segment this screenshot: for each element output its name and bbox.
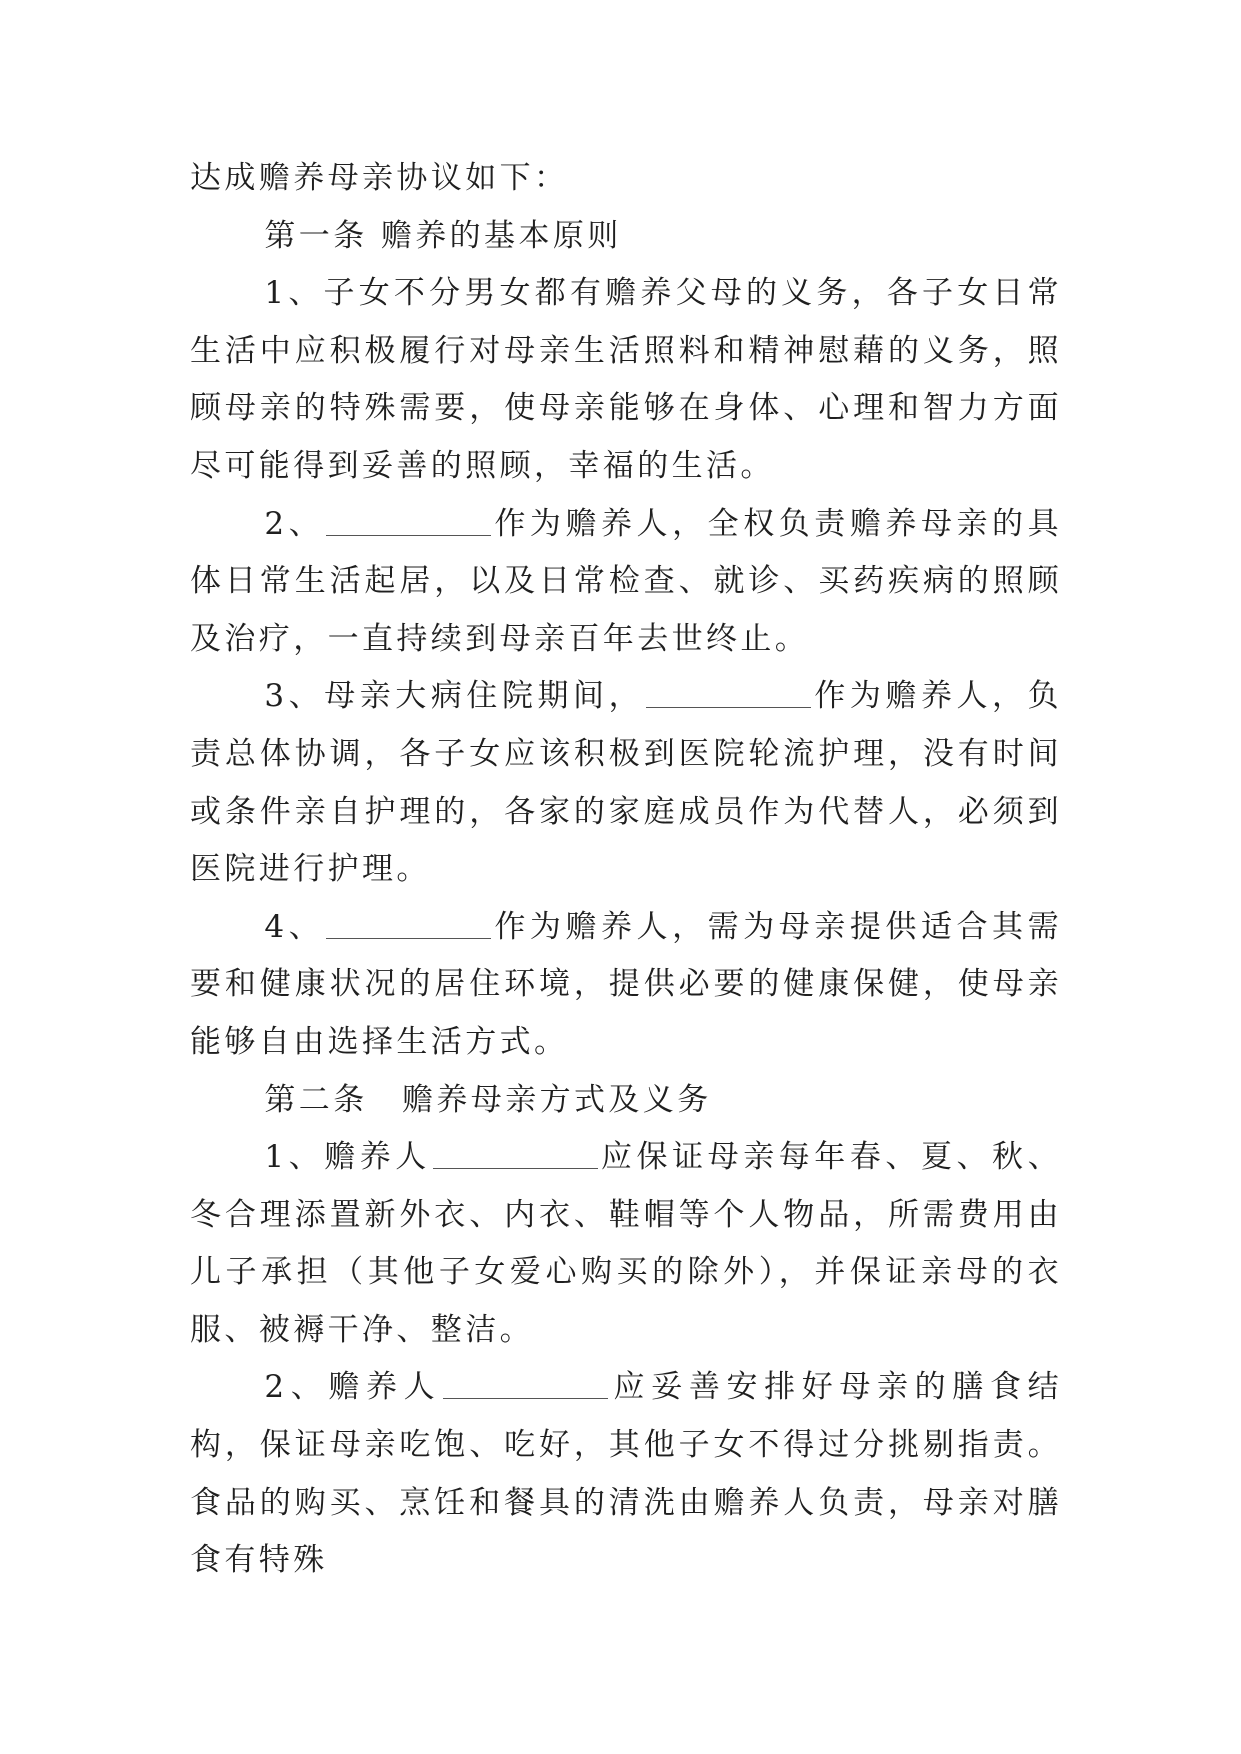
fill-in-blank xyxy=(326,504,491,536)
fill-in-blank xyxy=(433,1137,598,1169)
article1-item1-text: 1、子女不分男女都有赡养父母的义务，各子女日常生活中应积极履行对母亲生活照料和精神慰藉的义务，照顾母亲的特殊需要，使母亲能够在身体、心理和智力方面尽可能得到妥善的照顾，幸福的生活。 xyxy=(190,275,1062,484)
intro-line xyxy=(190,150,1062,208)
article2-item1-suffix: 应保证母亲每年春、夏、秋、冬合理添置新外衣、内衣、鞋帽等个人物品，所需费用由儿子承担（其他子女爱心购买的除外），并保证亲母的衣服、被褥干净、整洁。 xyxy=(190,1139,1062,1348)
article1-item4-prefix: 4、 xyxy=(264,908,325,945)
article1-heading xyxy=(190,208,1062,266)
article1-item4 xyxy=(190,899,1062,1072)
fill-in-blank xyxy=(443,1367,608,1399)
article1-item3-prefix: 3、母亲大病住院期间， xyxy=(264,678,645,715)
fill-in-blank xyxy=(646,676,811,708)
article2-item2 xyxy=(190,1359,1062,1589)
article2-item2-suffix: 应妥善安排好母亲的膳食结构，保证母亲吃饱、吃好，其他子女不得过分挑剔指责。食品的购买、烹饪和餐具的清洗由赡养人负责，母亲对膳食有特殊 xyxy=(190,1369,1062,1579)
article2-item1 xyxy=(190,1129,1062,1359)
article1-item3-suffix: 作为赡养人，负责总体协调，各子女应该积极到医院轮流护理，没有时间或条件亲自护理的，各家的家庭成员作为代替人，必须到医院进行护理。 xyxy=(190,678,1062,888)
article2-item1-prefix: 1、赡养人 xyxy=(264,1139,431,1176)
article1-item2 xyxy=(190,496,1062,669)
article1-item4-suffix: 作为赡养人，需为母亲提供适合其需要和健康状况的居住环境，提供必要的健康保健，使母亲能够自由选择生活方式。 xyxy=(190,908,1062,1060)
article1-item2-prefix: 2、 xyxy=(264,505,325,542)
article1-item1 xyxy=(190,265,1062,495)
article1-heading-text: 第一条 赡养的基本原则 xyxy=(264,217,622,254)
article2-heading-text: 第二条 赡养母亲方式及义务 xyxy=(264,1081,712,1118)
article1-item3 xyxy=(190,668,1062,898)
document-body xyxy=(190,150,1062,1590)
article2-heading xyxy=(190,1072,1062,1130)
article2-item2-prefix: 2、赡养人 xyxy=(264,1369,442,1406)
intro-text: 达成赡养母亲协议如下： xyxy=(190,160,569,196)
fill-in-blank xyxy=(326,907,491,939)
article1-item2-suffix: 作为赡养人，全权负责赡养母亲的具体日常生活起居，以及日常检查、就诊、买药疾病的照顾及治疗，一直持续到母亲百年去世终止。 xyxy=(190,505,1062,657)
